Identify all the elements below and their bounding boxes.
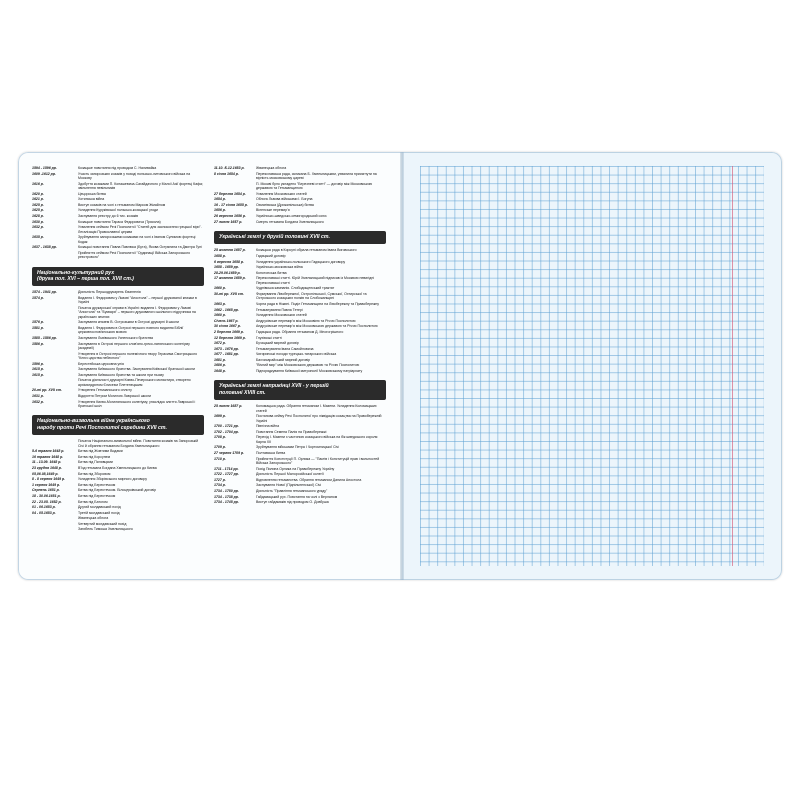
entry-text: Загибель Тимоша Хмельницького — [78, 527, 133, 532]
section-subtitle: (друга пол. XVI – перша пол. XVII ст.) — [37, 275, 134, 282]
list-item — [214, 324, 386, 328]
entry-date: 28-29.06.1659 р. — [214, 270, 241, 275]
entry-text: Полтавська битва — [256, 451, 286, 456]
entry-date: 11.10. Б.12.1653 р. — [214, 166, 245, 170]
list-item — [214, 182, 386, 191]
entry-text: Битва під Берестечком — [78, 482, 116, 487]
list-item — [32, 466, 204, 470]
entry-text: Відновлення гетьманства. Обрання гетьманом Данила Апостола — [256, 477, 362, 482]
entry-text: Переяславська рада, скликана Б. Хмельницьким, ухвалила присягнути на вірність московському цареві — [256, 171, 377, 180]
entry-text: Формування Лівобережної, Остропільської, Сумської, Охтирської та Острозького козацьких полків на Слобожанщині — [256, 291, 367, 301]
entry-text: Похід Пилипа Орлика на Правобережну Україну — [256, 466, 335, 471]
list-item — [214, 467, 386, 471]
right-page-grid — [402, 152, 782, 580]
entry-text: Козацькі повстання Павла Павлюка (Бута), Якова Острянина та Дмитра Гуні — [78, 245, 202, 250]
list-item — [32, 235, 204, 244]
entry-text: Участь запорозьких козаків у поході польсько-литовського війська на Москову — [78, 171, 191, 180]
entry-text: Діяльність Першої Малоросійської колегії — [256, 472, 324, 477]
entry-date: 18 - 30.06.1651 р. — [32, 493, 61, 498]
entry-date: 1663 р. — [214, 301, 226, 306]
entry-date: 27 червня 1709 р. — [214, 451, 245, 456]
entry-date: 1699 р. — [214, 414, 226, 419]
list-item — [214, 276, 386, 285]
notebook-spread — [18, 152, 782, 580]
list-item — [214, 166, 386, 170]
entry-text: Зруйнування запорозькими козаками на чолі з Іваном Сулимою фортеці Кодак — [78, 235, 196, 244]
chronology-list-turn-17-18 — [214, 404, 386, 504]
entry-date: 5-6 травня 1648 р. — [32, 449, 65, 454]
entry-date: 1625 р. — [32, 208, 44, 213]
notebook-spine — [400, 152, 404, 580]
list-item — [214, 489, 386, 493]
entry-date: 1615 р. — [32, 372, 44, 377]
list-item — [214, 404, 386, 413]
entry-text: Початок діяльності друкарні Києво-Печерського монастиря, створено архімандритом Єлисеєм Плетенецьким — [78, 378, 191, 387]
entry-date: 05,06.08,1649 р. — [32, 471, 59, 476]
list-item — [32, 527, 204, 531]
entry-date: 1635 р. — [32, 235, 44, 240]
list-item — [32, 225, 204, 234]
entry-text: Бахчисарайський мирний договір — [256, 357, 311, 362]
entry-text: Заснування реєстру до 6 тис. козаків — [78, 213, 138, 218]
list-item — [214, 500, 386, 504]
list-item — [214, 330, 386, 334]
chronology-list-right-top — [214, 166, 386, 224]
list-item — [32, 505, 204, 509]
list-item — [214, 336, 386, 340]
entry-text: Заснування Київського братства. Заснування Київської братської школи — [78, 367, 195, 372]
section-header-turn-17-18 — [214, 380, 386, 400]
list-item — [32, 352, 204, 361]
entry-text: Перехід І. Мазепи з частиною козацького війська на бік шведського короля Карла XII — [256, 435, 378, 444]
entry-date: 1586 р. — [32, 341, 44, 346]
entry-date: 1660 р. — [214, 313, 226, 318]
list-item — [32, 251, 204, 260]
entry-text: Охматівська (Дрижипільська) битва — [256, 202, 314, 207]
list-item — [32, 516, 204, 520]
list-item — [32, 290, 204, 294]
left-column-1 — [32, 166, 204, 533]
section-title: Національно-визвольна війна українського — [37, 418, 150, 425]
entry-date: 1673 - 1676 рр. — [214, 346, 239, 351]
list-item — [214, 435, 386, 444]
left-column-2 — [214, 166, 386, 506]
entry-date: 30-ті рр. XVII ст. — [214, 291, 244, 296]
list-item — [214, 414, 386, 423]
list-item — [32, 203, 204, 207]
entry-date: 1630 р. — [32, 219, 44, 224]
entry-date: 1616 р. — [32, 181, 44, 186]
list-item — [32, 400, 204, 409]
list-item — [32, 460, 204, 464]
list-item — [32, 455, 204, 459]
list-item — [214, 208, 386, 212]
list-item — [214, 220, 386, 224]
list-item — [214, 363, 386, 367]
entry-text: Чуднівська кампанія. Слободищенський трактат — [256, 286, 335, 291]
list-item — [214, 308, 386, 312]
list-item — [214, 254, 386, 258]
entry-date: 1686 р. — [214, 363, 226, 368]
list-item — [214, 197, 386, 201]
entry-text: Чорна рада в Ніжині. Поділ Гетьманщини на Лівобережну та Правобережну — [256, 301, 380, 306]
entry-date: 1637 - 1638 рр. — [32, 245, 57, 250]
entry-text: Андрусівське перемир'я між Московською державою та Річчю Посполитою — [256, 324, 378, 329]
entry-date: 04 - 05.1653 р. — [32, 510, 56, 515]
list-item — [32, 373, 204, 377]
section-header-liberation-war — [32, 415, 204, 435]
list-item — [214, 286, 386, 290]
entry-date: 30 січня 1667 р. — [214, 324, 241, 329]
entry-date: 1709 р. — [214, 445, 226, 450]
chronology-list-liberation-war — [32, 439, 204, 532]
list-item — [32, 214, 204, 218]
entry-date: 1662 - 1665 рр. — [214, 307, 239, 312]
entry-date: 1658 р. — [214, 253, 226, 258]
list-item — [214, 451, 386, 455]
entry-date: 17 жовтня 1659 р. — [214, 276, 246, 281]
entry-date: 1621 р. — [32, 197, 44, 202]
section-title: Українські землі у другій половині XVII ст. — [219, 233, 330, 240]
entry-text: Початок друкарської справи в Україні: видання І. Федоровим у Львові "Апостола" та "Букваря" – першого друкованого шкільного підручника на українських землях — [78, 305, 196, 319]
list-item — [32, 488, 204, 492]
entry-date: 1574 р. — [32, 295, 44, 300]
entry-date: 25 липня 1687 р. — [214, 404, 243, 409]
entry-date: 1734 - 1745 рр. — [214, 500, 239, 505]
entry-date: 1656 р. — [214, 208, 226, 213]
list-item — [214, 292, 386, 301]
entry-date: 1648 р. — [214, 369, 226, 374]
entry-text: Третій молдавський похід — [78, 510, 120, 515]
entry-text: Глухівські статті — [256, 335, 282, 340]
list-item — [214, 424, 386, 428]
entry-text: Андрусівське перемир'я між Московією та Річчю Посполитою — [256, 318, 356, 323]
entry-date: 27 липня 1657 р. — [214, 219, 243, 224]
entry-date: Серпень 1651 р. — [32, 488, 60, 493]
grid-lines — [420, 166, 764, 566]
list-item — [32, 192, 204, 196]
list-item — [214, 478, 386, 482]
entry-text: Заснування Київського братства та школи при ньому — [78, 372, 164, 377]
entry-text: Гетьманування Івана Самойловича — [256, 346, 314, 351]
entry-text: Діяльність "Правління гетьманського уряду" — [256, 489, 328, 494]
entry-date: 01 - 06.1653 р. — [32, 505, 56, 510]
entry-text: Битва під Берестечком. Білоцерківський договір — [78, 488, 157, 493]
list-item — [214, 302, 386, 306]
entry-text: Прийняття сеймом Речі Посполитої "Ординації Війська Запорозького реєстрового" — [78, 250, 191, 260]
list-item — [32, 296, 204, 305]
entry-date: 1677 - 1681 рр. — [214, 352, 239, 357]
list-item — [32, 367, 204, 371]
entry-text: Переяславські статті. Юрій Хмельницький підписав із Москвою невигідні Переяславські статті — [256, 276, 375, 285]
entry-text: Північна війна — [256, 424, 280, 429]
entry-text: Ухвалення сеймом Речі Посполитої "Статей для заспокоєння грецької віри". Легалізація Православної церкви — [78, 225, 202, 234]
entry-date: 1594 - 1596 рр. — [32, 166, 57, 170]
entry-text: Утворення Гетьманського оплоту — [78, 388, 132, 393]
entry-date: 2 березня 1669 р. — [214, 329, 244, 334]
entry-date: 1672 р. — [214, 341, 226, 346]
list-item — [32, 439, 204, 448]
entry-text: Гайдамацький рух. Повстання на чолі з Верланом — [256, 494, 338, 499]
entry-text: Берестейська церковна унія — [78, 361, 124, 366]
list-item — [32, 472, 204, 476]
entry-text: Хотинська війна — [78, 197, 105, 202]
entry-text: Битва під Жовтими Водами — [78, 449, 123, 454]
list-item — [32, 378, 204, 387]
entry-text: Віленське перемир'я — [256, 208, 290, 213]
entry-text: Козацьке повстання Тараса Федоровича (Трясила) — [78, 219, 161, 224]
entry-date: 11 - 13.09. 1648 р. — [32, 460, 62, 465]
list-item — [32, 342, 204, 351]
list-item — [214, 457, 386, 466]
list-item — [214, 445, 386, 449]
list-item — [32, 172, 204, 181]
list-item — [214, 483, 386, 487]
entry-text: Здобуття козаками П. Конашевича-Сагайдачного у Малої Азії фортеці Кафа; звільнення невільників — [78, 181, 203, 190]
entry-date: 1711 - 1714 рр. — [214, 466, 239, 471]
entry-date: 1631 р. — [32, 393, 44, 398]
entry-date: 6 вересня 1658 р. — [214, 259, 244, 264]
list-item — [32, 483, 204, 487]
list-item — [214, 430, 386, 434]
entry-text: Жванецька облога — [78, 516, 109, 521]
entry-text: Заснування в Острозі першого слов'яно-греко-латинського колегіуму (академії) — [78, 341, 190, 350]
list-item — [32, 166, 204, 170]
entry-text: Утворення в Острозі першого полемічного твору Герасима Смотрицького "Ключ царства небесного" — [78, 351, 198, 360]
list-item — [214, 352, 386, 356]
list-item — [214, 192, 386, 196]
entry-text: Зруйнування військами Петра I Чортомлицької Січі — [256, 445, 339, 450]
entry-text: В'їзд гетьмана Богдана Хмельницького до Києва — [78, 465, 157, 470]
list-item — [32, 320, 204, 324]
entry-date: Січень 1667 р. — [214, 318, 239, 323]
entry-text: Конотопська битва — [256, 270, 287, 275]
chronology-list-national-cultural — [32, 290, 204, 408]
list-item — [32, 511, 204, 515]
entry-text: Прийняття Конституції П. Орлика — "Пактів і Конституцій прав і вольностей Війська Запорозького" — [256, 456, 380, 466]
list-item — [32, 449, 204, 453]
list-item — [214, 203, 386, 207]
entry-date: 8 - 8 серпня 1649 р. — [32, 477, 66, 482]
list-item — [214, 271, 386, 275]
entry-date: 1574 - 1941 рр. — [32, 290, 57, 295]
entry-text: Гадяцький договір — [256, 253, 286, 258]
entry-date: 1632 р. — [32, 399, 44, 404]
entry-text: Цецорська битва — [78, 191, 106, 196]
entry-text: Українсько-московська війна — [256, 265, 303, 270]
entry-text: Битва під Батогом — [78, 499, 108, 504]
list-item — [32, 220, 204, 224]
section-title: Національно-культурний рух — [37, 269, 115, 276]
entry-date: 27 березня 1654 р. — [214, 191, 246, 196]
list-item — [32, 388, 204, 392]
entry-date: 16 травня 1648 р. — [32, 454, 64, 459]
entry-text: Діяльність Першодрукарень Євангелія — [78, 290, 141, 295]
chronology-list-second-half-17 — [214, 248, 386, 373]
entry-date: 1658 - 1659 рр. — [214, 265, 239, 270]
entry-date: 1722 - 1727 рр. — [214, 472, 239, 477]
entry-date: 8 січня 1654 р. — [214, 171, 239, 176]
entry-date: 1734 - 1750 рр. — [214, 489, 239, 494]
entry-date: 1727 р. — [214, 477, 226, 482]
list-item — [32, 500, 204, 504]
entry-text: "Вічний мир" між Московською державою та Річчю Посполитою — [256, 363, 360, 368]
entry-text: Укладення українсько-польського Гадяцького договору — [256, 259, 346, 264]
list-item — [32, 182, 204, 191]
entry-text: Виступ козаків на чолі з гетьманом Марком Жмайлом — [78, 202, 166, 207]
list-item — [214, 265, 386, 269]
entry-text: Бучацький мирний договір — [256, 341, 299, 346]
entry-date: 1628 р. — [32, 213, 44, 218]
entry-text: Повстання Семена Палія на Правобережжі — [256, 429, 327, 434]
entry-text: Заснування Львівського Успенського братства — [78, 335, 154, 340]
list-item — [32, 306, 204, 319]
entry-text: Облога Львова військами І. Богуна — [256, 197, 313, 202]
entry-text: Заснування Нової (Підпільненської) Січі — [256, 483, 322, 488]
entry-date: 1576 р. — [32, 320, 44, 325]
list-item — [214, 341, 386, 345]
section-header-second-half-17 — [214, 231, 386, 244]
entry-date: 1609 -1612 рр. — [32, 171, 56, 176]
entry-date: 1710 р. — [214, 456, 226, 461]
entry-text: Битва під Зборовом — [78, 471, 111, 476]
margin-line — [732, 166, 733, 566]
entry-date: 1734 р. — [214, 483, 226, 488]
list-item — [214, 358, 386, 362]
entry-text: Ухвалення Московських статей — [256, 191, 307, 196]
list-item — [214, 472, 386, 476]
section-title: Українські землі наприкінці XVII - у першій — [219, 383, 329, 390]
entry-date: 25 жовтня 1657 р. — [214, 248, 246, 253]
entry-date: 1625 р. — [32, 202, 44, 207]
entry-text: Козацьке повстання під проводом С. Наливайка — [78, 166, 157, 170]
entry-date: 20-ті рр. XVII ст. — [32, 388, 62, 393]
entry-text: Жванецька облога — [256, 166, 287, 170]
entry-text: Укладення Куруківської польсько-козацької угоди — [78, 208, 158, 213]
list-item — [32, 362, 204, 366]
entry-date: 12 березня 1669 р. — [214, 335, 246, 340]
entry-text: Чигиринські походи турецько-татарського війська — [256, 352, 337, 357]
entry-text: Гетьманування Павла Тетері — [256, 307, 303, 312]
entry-text: Козацька рада в Корсуні обрала гетьманом Івана Виговського — [256, 248, 357, 253]
list-item — [32, 494, 204, 498]
entry-text: Видання І. Федоровим у Львові "Апостола" – першої друкованої книжки в Україні — [78, 295, 197, 305]
list-item — [214, 347, 386, 351]
chronology-list-top — [32, 166, 204, 260]
list-item — [32, 394, 204, 398]
entry-text: Заснування князем В. Острозьким в Острозі друкарні й школи — [78, 320, 179, 325]
entry-date: 1615 р. — [32, 367, 44, 372]
left-page — [18, 152, 402, 580]
entry-text: Битва під Берестечком — [78, 493, 116, 498]
list-item — [32, 245, 204, 249]
entry-text: Укладення Московських статей — [256, 313, 307, 318]
list-item — [214, 313, 386, 317]
entry-text: Битва під Пилявцями — [78, 460, 113, 465]
entry-date: 1654 р. — [214, 197, 226, 202]
entry-date: 1702 - 1704 рр. — [214, 429, 239, 434]
list-item — [214, 214, 386, 218]
list-item — [214, 260, 386, 264]
list-item — [214, 319, 386, 323]
entry-date: 1681 р. — [214, 357, 226, 362]
list-item — [214, 369, 386, 373]
entry-text: Утворення Києво-Могилянського колегіуму, унаслідок злиття Лаврської і братської шкіл — [78, 399, 196, 408]
section-subtitle: половині XVIII ст. — [219, 389, 266, 396]
entry-text: Другий молдавський похід — [78, 505, 121, 510]
list-item — [214, 495, 386, 499]
list-item — [32, 326, 204, 335]
list-item — [32, 477, 204, 481]
entry-date: 1596 р. — [32, 361, 44, 366]
entry-text: Битва під Корсунем — [78, 454, 110, 459]
entry-text: Постанова сейму Речі Посполитої про ліквідацію козацтва на Правобережній Україні — [256, 414, 382, 423]
entry-date: 1734 - 1738 рр. — [214, 494, 239, 499]
entry-text: Відкриття Петром Могилою Лаврської школи — [78, 393, 151, 398]
entry-date: 1660 р. — [214, 286, 226, 291]
list-item — [32, 336, 204, 340]
entry-text: Українсько-шведсько-семигородський союз — [256, 213, 327, 218]
entry-text: Четвертий молдавський похід — [78, 521, 127, 526]
entry-text: Видання І. Федоровим в Острозі першого повного видання Біблії церковнослов'янською мовою — [78, 325, 184, 335]
entry-date: 22 - 23.05. 1652 р. — [32, 499, 62, 504]
list-item — [32, 522, 204, 526]
entry-text: П. Москві було укладено "Березневі статті" — договір між Московською державою та Гетьманщиною — [256, 181, 373, 190]
entry-date: 1620 р. — [32, 191, 44, 196]
entry-date: 1632 р. — [32, 225, 44, 230]
entry-text: Виступ гайдамаків під проводом О. Довбуша — [256, 500, 329, 505]
entry-date: 1585 - 1586 рр. — [32, 335, 57, 340]
list-item — [32, 208, 204, 212]
list-item — [214, 248, 386, 252]
entry-date: 16 - 17 січня 1655 р. — [214, 202, 248, 207]
entry-date: 1708 р. — [214, 435, 226, 440]
section-header-national-cultural — [32, 267, 204, 287]
entry-text: Укладення Зборівського мирного договору — [78, 477, 148, 482]
entry-date: 23 грудня 1648 р. — [32, 465, 62, 470]
list-item — [214, 172, 386, 181]
entry-date: 26 вересня 1656 р. — [214, 213, 246, 218]
entry-text: Смерть гетьмана Богдана Хмельницького — [256, 219, 324, 224]
list-item — [32, 197, 204, 201]
entry-text: Підпорядкування Київської митрополії Московському патріархату — [256, 369, 363, 374]
entry-text: Гадяцька рада. Обрання гетьманом Д. Многогрішного — [256, 329, 344, 334]
entry-date: 1 серпня 1649 р. — [32, 482, 61, 487]
entry-text: Початок Національно-визвольної війни. Повстання козаків на Запорозькій Січі й обрання гетьманом Богдана Хмельницького — [78, 439, 199, 448]
section-subtitle: народу проти Речі Посполитої середини XVII ст. — [37, 424, 167, 431]
entry-date: 1700 - 1721 рр. — [214, 424, 239, 429]
entry-date: 1581 р. — [32, 325, 44, 330]
entry-text: Коломацька рада. Обрання гетьманом І. Мазепи. Укладення Коломацьких статей — [256, 404, 377, 413]
